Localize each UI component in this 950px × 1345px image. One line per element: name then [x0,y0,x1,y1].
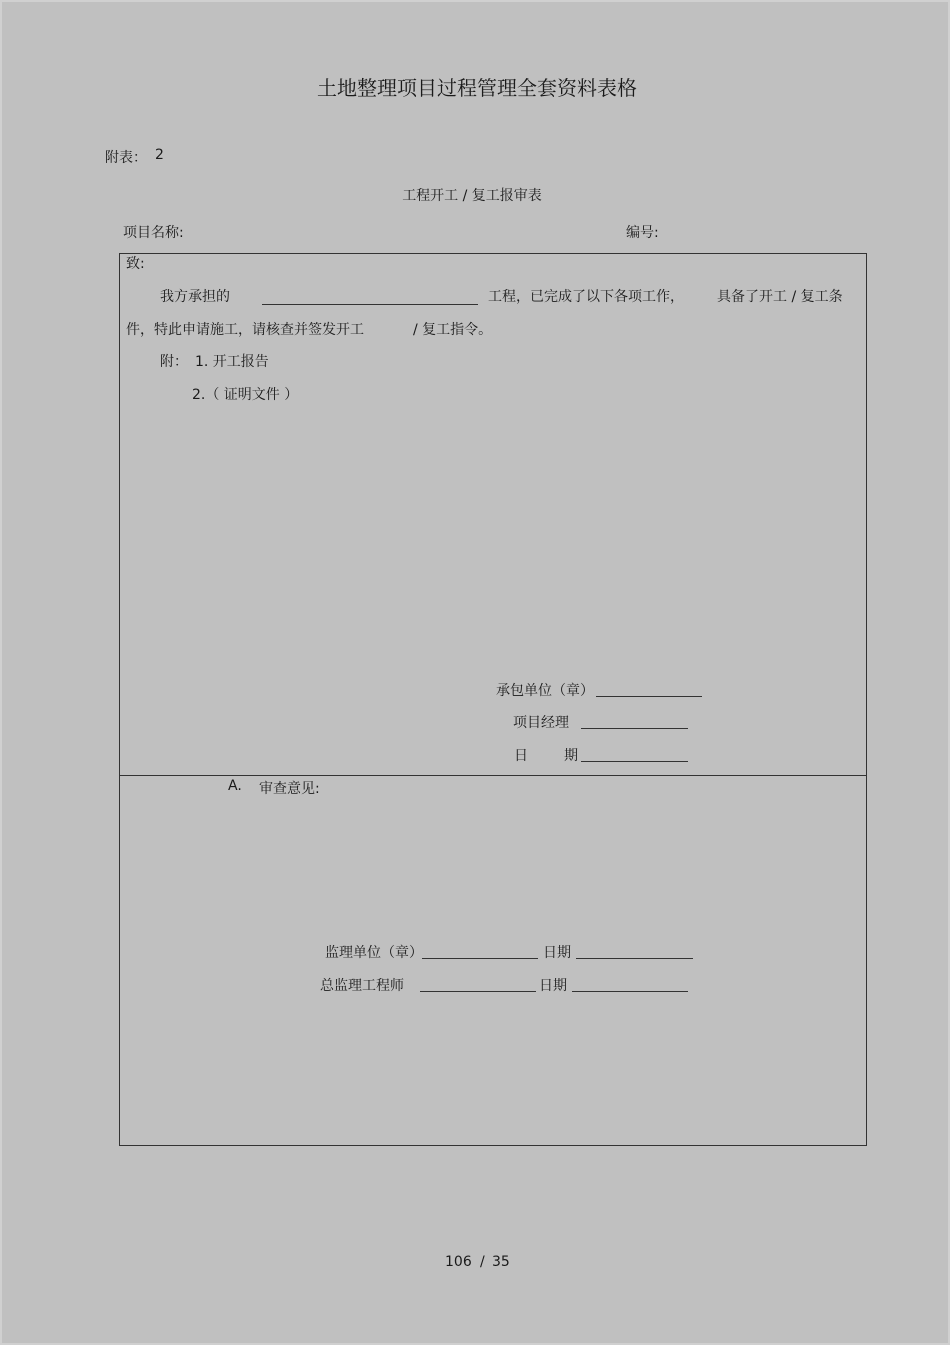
document-title: 土地整理项目过程管理全套资料表格 [317,76,637,100]
project-name-blank[interactable] [262,304,478,305]
attach-label: 附： [160,354,188,370]
attach-item-1: 1. 开工报告 [195,354,269,370]
attach-item-2: 2.（ 证明文件 ） [192,387,299,403]
chief-engineer-date-blank[interactable] [572,991,688,992]
body-text-line1-a: 我方承担的 [160,289,230,305]
date-label-a: 日 [514,748,528,764]
contractor-date-blank[interactable] [581,761,688,762]
attachment-number: 2 [155,147,164,163]
supervision-date-label: 日期 [543,945,571,961]
review-opinion-label: 审查意见: [259,781,320,797]
number-label: 编号: [626,225,659,241]
project-manager-label: 项目经理 [513,715,569,731]
date-label-b: 期 [564,748,578,764]
supervision-date-blank[interactable] [576,958,693,959]
supervision-unit-blank[interactable] [422,958,538,959]
section-divider [119,775,867,776]
page-number: 106 [445,1254,472,1270]
contractor-unit-label: 承包单位（章） [496,683,594,699]
chief-engineer-label: 总监理工程师 [320,978,404,994]
form-title: 工程开工 / 复工报审表 [402,188,542,204]
project-manager-blank[interactable] [581,728,688,729]
chief-engineer-blank[interactable] [420,991,536,992]
project-name-label: 项目名称: [123,225,184,241]
body-text-line2-a: 件，特此申请施工，请核查并签发开工 [126,322,364,338]
to-label: 致: [126,256,145,272]
total-pages: 35 [492,1254,510,1270]
contractor-unit-blank[interactable] [596,696,702,697]
attachment-label: 附表： [105,150,147,166]
body-text-line1-b: 工程，已完成了以下各项工作， [488,289,684,305]
chief-engineer-date-label: 日期 [539,978,567,994]
body-text-line1-c: 具备了开工 / 复工条 [717,289,843,305]
body-text-line2-b: / 复工指令。 [413,322,493,338]
supervision-unit-label: 监理单位（章） [325,945,423,961]
page-separator: / [480,1254,485,1270]
section-a-label: A. [228,778,242,794]
